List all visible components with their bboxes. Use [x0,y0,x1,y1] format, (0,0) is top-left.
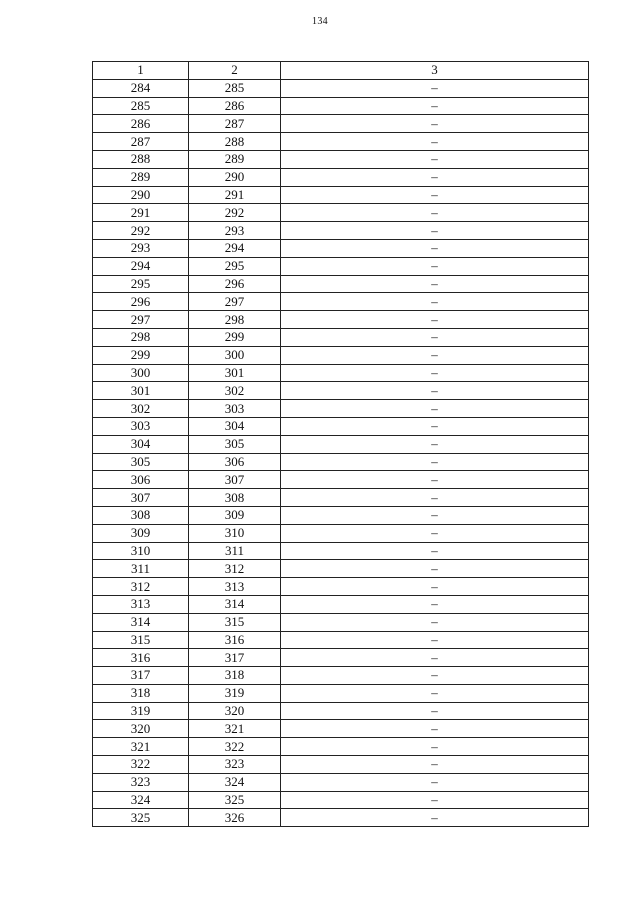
table-row [93,364,589,382]
table-row [93,328,589,346]
table-cell-col2: 302 [189,382,281,400]
table-cell-col2: 307 [189,471,281,489]
table-row [93,684,589,702]
table-cell-col3: – [281,524,589,542]
table-cell-col1: 293 [93,239,189,257]
table-row [93,720,589,738]
table-cell-col1: 311 [93,560,189,578]
table-cell-col2: 290 [189,168,281,186]
table-cell-col3: – [281,115,589,133]
table-cell-col3: – [281,756,589,774]
table-row [93,667,589,685]
table-cell-col2: 305 [189,435,281,453]
table-cell-col3: – [281,542,589,560]
table-cell-col2: 285 [189,79,281,97]
table-cell-col3: – [281,150,589,168]
table-row [93,738,589,756]
table-cell-col3: – [281,400,589,418]
table-row [93,293,589,311]
table-cell-col1: 323 [93,773,189,791]
table-cell-col1: 306 [93,471,189,489]
table-cell-col1: 309 [93,524,189,542]
table-cell-col3: – [281,311,589,329]
table-cell-col3: – [281,79,589,97]
table-cell-col1: 313 [93,595,189,613]
table-cell-col3: – [281,560,589,578]
table-cell-col1: 294 [93,257,189,275]
table-cell-col3: – [281,239,589,257]
table-cell-col3: – [281,275,589,293]
table-cell-col1: 302 [93,400,189,418]
table-cell-col3: – [281,791,589,809]
table-cell-col1: 316 [93,649,189,667]
table-cell-col3: – [281,720,589,738]
table-row [93,756,589,774]
table-cell-col3: – [281,382,589,400]
table-row [93,186,589,204]
table-row [93,524,589,542]
table-cell-col3: – [281,328,589,346]
table-cell-col1: 324 [93,791,189,809]
table-cell-col1: 304 [93,435,189,453]
data-table [92,61,589,827]
table-cell-col3: – [281,506,589,524]
column-header-3: 3 [281,62,589,80]
table-row [93,222,589,240]
table-cell-col2: 320 [189,702,281,720]
table-cell-col3: – [281,489,589,507]
table-cell-col3: – [281,417,589,435]
table-cell-col3: – [281,595,589,613]
table-row [93,809,589,827]
table-cell-col2: 322 [189,738,281,756]
table-cell-col1: 321 [93,738,189,756]
table-cell-col1: 322 [93,756,189,774]
table-cell-col2: 325 [189,791,281,809]
table-row [93,115,589,133]
table-cell-col2: 308 [189,489,281,507]
table-cell-col1: 318 [93,684,189,702]
table-cell-col1: 307 [93,489,189,507]
table-cell-col3: – [281,471,589,489]
table-cell-col1: 290 [93,186,189,204]
table-cell-col1: 305 [93,453,189,471]
table-cell-col2: 295 [189,257,281,275]
table-cell-col2: 294 [189,239,281,257]
table-cell-col2: 287 [189,115,281,133]
table-row [93,773,589,791]
column-header-2: 2 [189,62,281,80]
table-cell-col2: 317 [189,649,281,667]
table-cell-col2: 312 [189,560,281,578]
table-cell-col1: 285 [93,97,189,115]
table-row [93,453,589,471]
table-cell-col1: 298 [93,328,189,346]
table-cell-col3: – [281,346,589,364]
table-row [93,346,589,364]
table-cell-col3: – [281,578,589,596]
table-row [93,382,589,400]
table-cell-col3: – [281,204,589,222]
table-cell-col3: – [281,222,589,240]
table-cell-col1: 325 [93,809,189,827]
table-cell-col2: 293 [189,222,281,240]
table-cell-col2: 306 [189,453,281,471]
table-cell-col2: 299 [189,328,281,346]
table-row [93,311,589,329]
table-cell-col3: – [281,186,589,204]
table-cell-col1: 312 [93,578,189,596]
table-row [93,400,589,418]
table-cell-col1: 303 [93,417,189,435]
table-row [93,204,589,222]
table-cell-col1: 319 [93,702,189,720]
table-cell-col1: 288 [93,150,189,168]
table-row [93,239,589,257]
table-row [93,417,589,435]
table-row [93,560,589,578]
table-cell-col1: 297 [93,311,189,329]
table-cell-col1: 286 [93,115,189,133]
table-cell-col1: 291 [93,204,189,222]
table-cell-col1: 314 [93,613,189,631]
table-cell-col3: – [281,738,589,756]
table-row [93,489,589,507]
table-cell-col2: 313 [189,578,281,596]
table-row [93,631,589,649]
table-cell-col2: 310 [189,524,281,542]
page-number: 134 [312,16,328,27]
table-cell-col2: 309 [189,506,281,524]
table-cell-col2: 324 [189,773,281,791]
table-row [93,578,589,596]
table-body [93,79,589,826]
table-cell-col1: 287 [93,133,189,151]
table-cell-col3: – [281,631,589,649]
table-cell-col2: 315 [189,613,281,631]
table-cell-col3: – [281,773,589,791]
table-cell-col2: 300 [189,346,281,364]
table-cell-col2: 289 [189,150,281,168]
table-cell-col3: – [281,435,589,453]
table-cell-col3: – [281,649,589,667]
table-cell-col2: 314 [189,595,281,613]
table-cell-col3: – [281,168,589,186]
table-cell-col1: 301 [93,382,189,400]
table-cell-col1: 299 [93,346,189,364]
table-cell-col2: 288 [189,133,281,151]
table-row [93,471,589,489]
table-cell-col1: 292 [93,222,189,240]
table-row [93,542,589,560]
table-cell-col2: 301 [189,364,281,382]
table-cell-col2: 291 [189,186,281,204]
table-cell-col2: 297 [189,293,281,311]
table-cell-col1: 296 [93,293,189,311]
table-cell-col3: – [281,702,589,720]
table-cell-col2: 319 [189,684,281,702]
table-cell-col2: 296 [189,275,281,293]
table-row [93,79,589,97]
table-cell-col3: – [281,613,589,631]
table-cell-col2: 286 [189,97,281,115]
table-cell-col2: 323 [189,756,281,774]
table-row [93,613,589,631]
table-row [93,168,589,186]
table-row [93,257,589,275]
table-cell-col3: – [281,453,589,471]
table-cell-col2: 318 [189,667,281,685]
table-cell-col1: 300 [93,364,189,382]
table-cell-col1: 320 [93,720,189,738]
table-cell-col2: 316 [189,631,281,649]
table-row [93,435,589,453]
table-cell-col3: – [281,97,589,115]
table-cell-col2: 321 [189,720,281,738]
table-cell-col2: 298 [189,311,281,329]
table-cell-col1: 284 [93,79,189,97]
table-row [93,133,589,151]
table-header [93,62,589,80]
table-row [93,791,589,809]
table-cell-col3: – [281,293,589,311]
table-row [93,649,589,667]
table-cell-col2: 292 [189,204,281,222]
header-row [93,62,589,80]
table-cell-col1: 315 [93,631,189,649]
table-cell-col2: 326 [189,809,281,827]
table-cell-col3: – [281,364,589,382]
table-row [93,275,589,293]
table-cell-col2: 311 [189,542,281,560]
table-cell-col3: – [281,257,589,275]
table-cell-col1: 295 [93,275,189,293]
table-cell-col1: 308 [93,506,189,524]
table-row [93,506,589,524]
table-cell-col3: – [281,667,589,685]
table-cell-col2: 304 [189,417,281,435]
table-cell-col1: 310 [93,542,189,560]
table-cell-col1: 289 [93,168,189,186]
table-row [93,97,589,115]
table-row [93,702,589,720]
table-cell-col3: – [281,133,589,151]
table-cell-col3: – [281,809,589,827]
table-row [93,595,589,613]
table-cell-col2: 303 [189,400,281,418]
table-row [93,150,589,168]
column-header-1: 1 [93,62,189,80]
table-cell-col1: 317 [93,667,189,685]
table-cell-col3: – [281,684,589,702]
